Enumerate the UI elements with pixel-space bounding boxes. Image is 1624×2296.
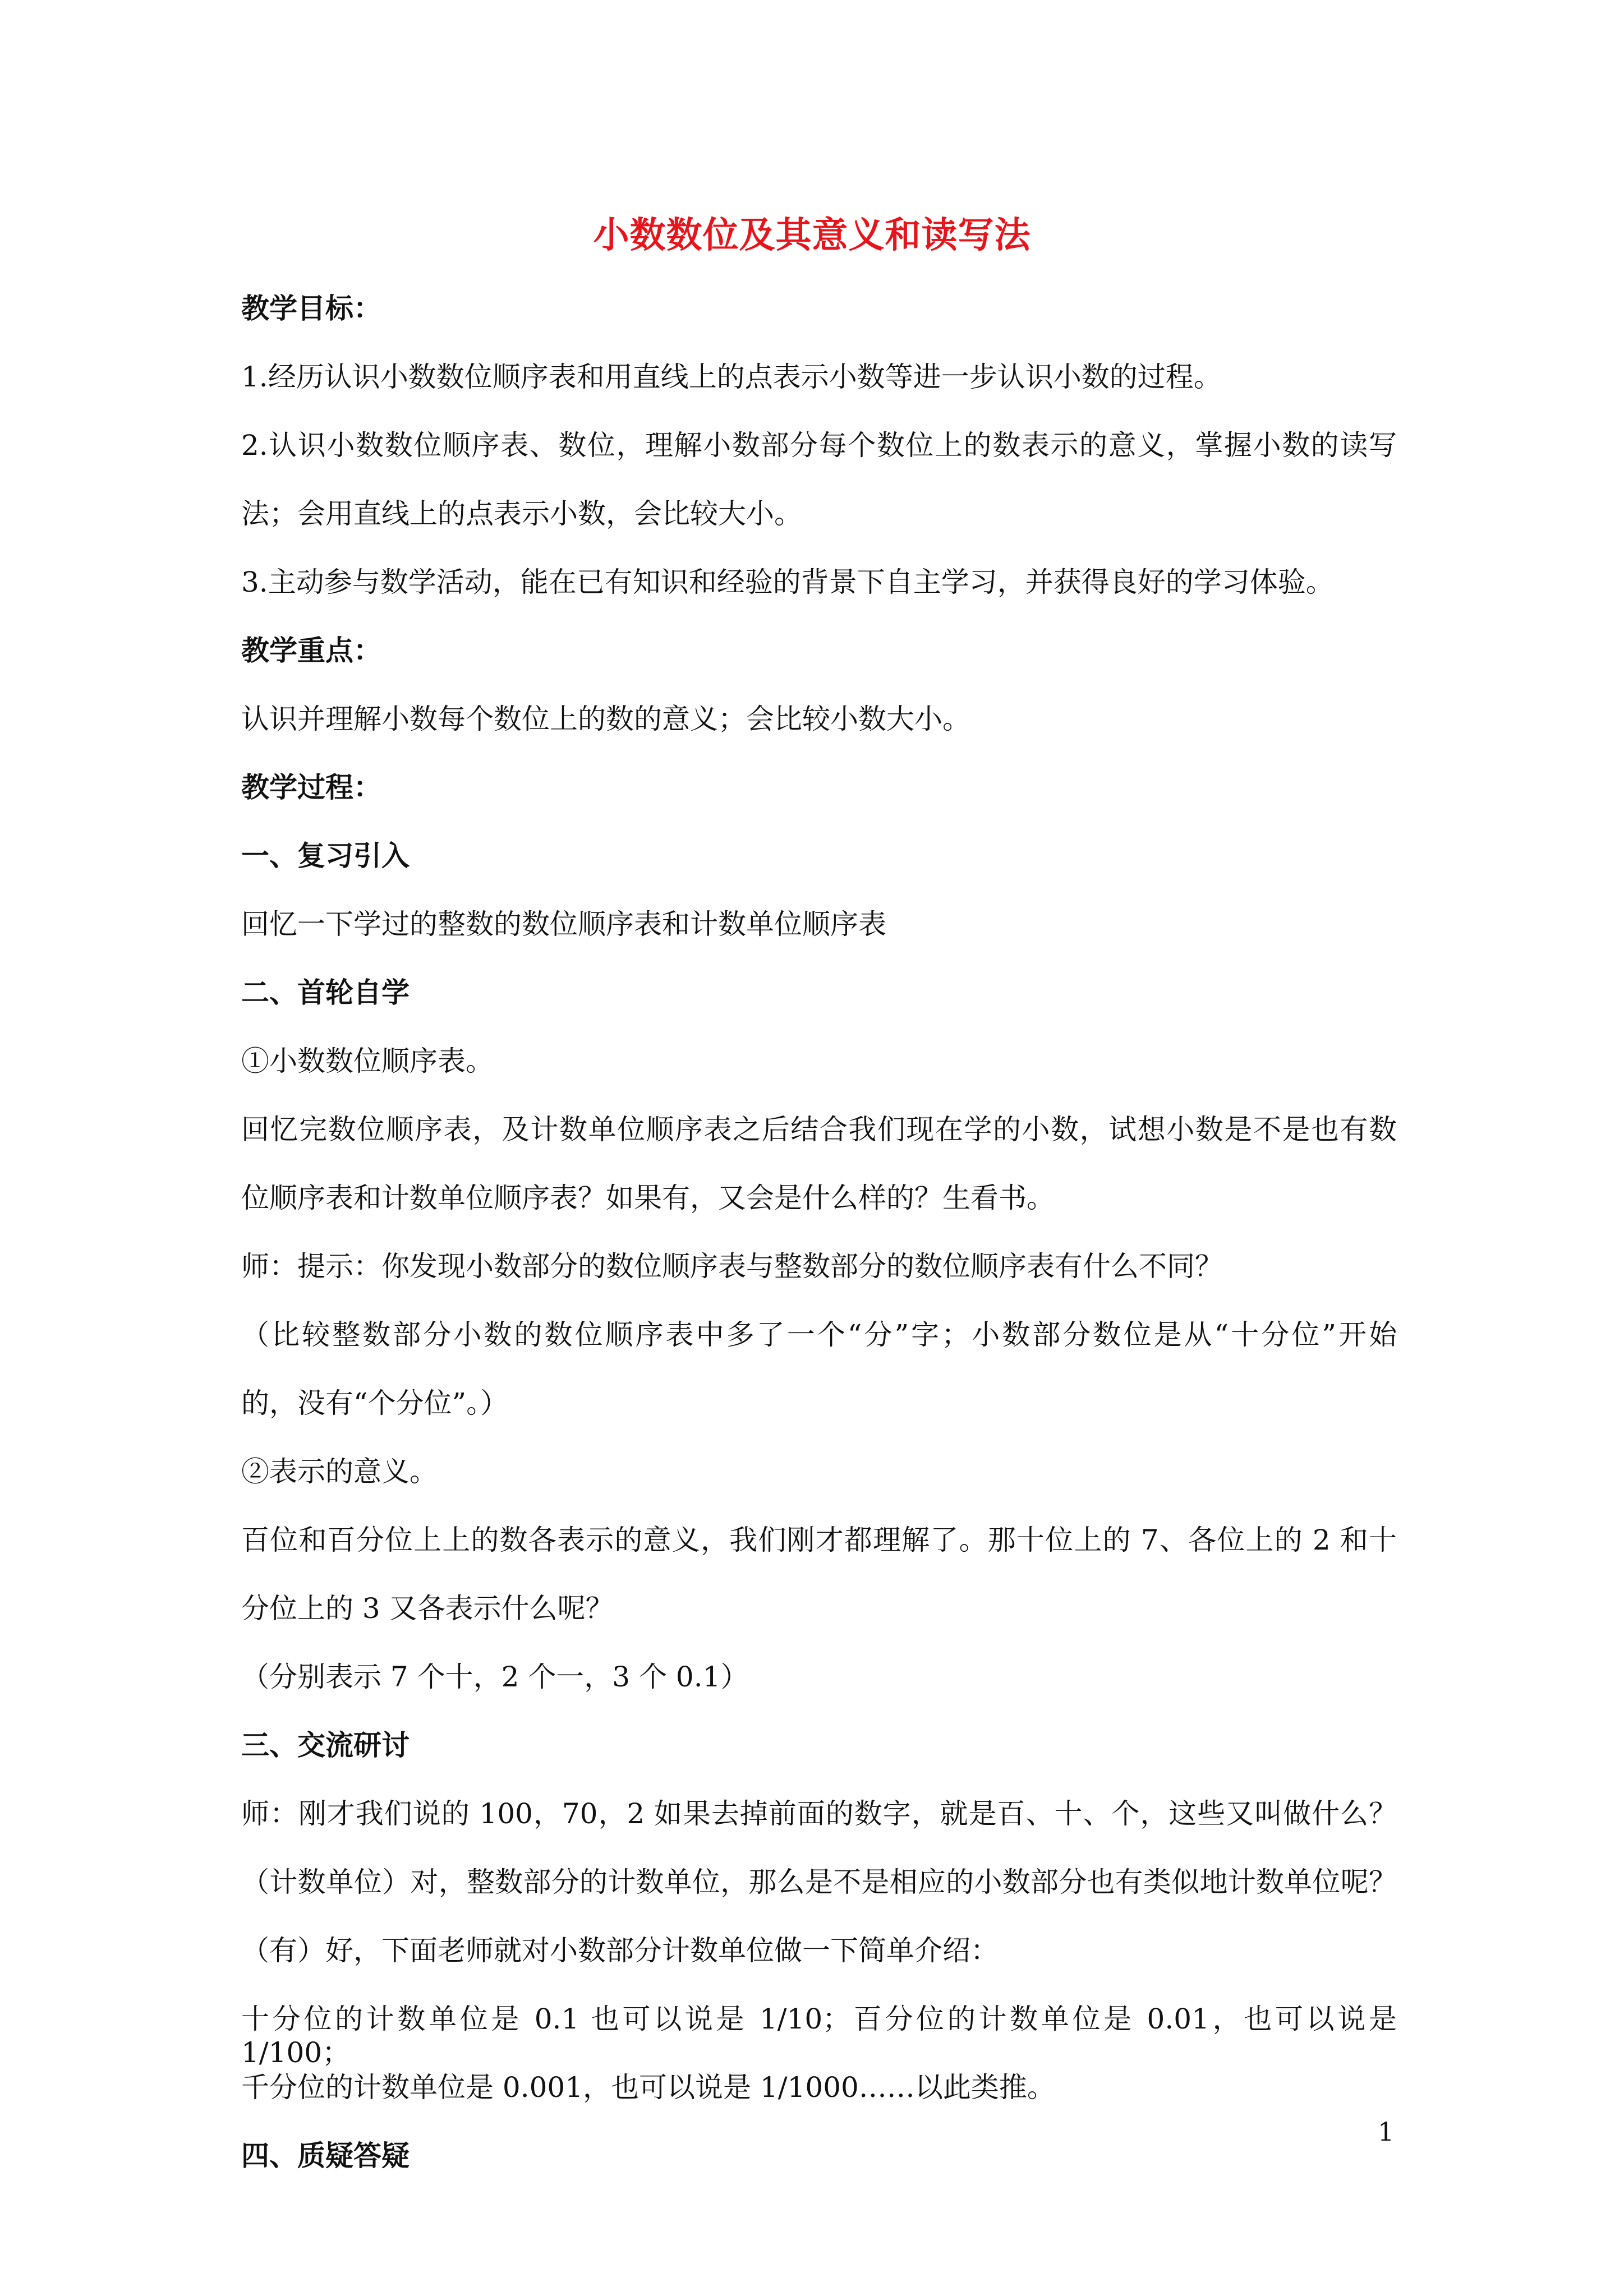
paragraph-line: 2.认识小数数位顺序表、数位，理解小数部分每个数位上的数表示的意义，掌握小数的读写 bbox=[241, 429, 1397, 462]
paragraph-line: 1.经历认识小数数位顺序表和用直线上的点表示小数等进一步认识小数的过程。 bbox=[241, 361, 1222, 393]
paragraph-line: 千分位的计数单位是 0.001，也可以说是 1/1000……以此类推。 bbox=[241, 2071, 1055, 2104]
page-number: 1 bbox=[1378, 2117, 1395, 2147]
paragraph-line: 百位和百分位上上的数各表示的意义，我们刚才都理解了。那十位上的 7、各位上的 2 和十 bbox=[241, 1524, 1397, 1556]
paragraph-line: 法；会用直线上的点表示小数，会比较大小。 bbox=[241, 497, 802, 530]
paragraph-line: 十分位的计数单位是 0.1 也可以说是 1/10；百分位的计数单位是 0.01，也可以说是 1/100； bbox=[241, 2003, 1397, 2069]
section-heading: 四、质疑答疑 bbox=[241, 2139, 410, 2172]
paragraph-line: （分别表示 7 个十，2 个一，3 个 0.1） bbox=[241, 1661, 749, 1693]
paragraph-line: 分位上的 3 又各表示什么呢？ bbox=[241, 1592, 614, 1625]
section-heading: 教学过程： bbox=[241, 771, 381, 804]
section-heading: 二、首轮自学 bbox=[241, 976, 410, 1009]
paragraph-line: （计数单位）对，整数部分的计数单位，那么是不是相应的小数部分也有类似地计数单位呢？ bbox=[241, 1866, 1397, 1898]
paragraph-line: 3.主动参与数学活动，能在已有知识和经验的背景下自主学习，并获得良好的学习体验。 bbox=[241, 566, 1334, 598]
section-heading: 一、复习引入 bbox=[241, 839, 410, 872]
paragraph-line: ①小数数位顺序表。 bbox=[241, 1045, 494, 1077]
paragraph-line: ②表示的意义。 bbox=[241, 1455, 438, 1488]
paragraph-line: 回忆完数位顺序表，及计数单位顺序表之后结合我们现在学的小数，试想小数是不是也有数 bbox=[241, 1113, 1397, 1146]
paragraph-line: 位顺序表和计数单位顺序表？如果有，又会是什么样的？生看书。 bbox=[241, 1182, 1055, 1214]
document-body bbox=[241, 292, 1397, 2207]
paragraph-line: （有）好，下面老师就对小数部分计数单位做一下简单介绍： bbox=[241, 1934, 999, 1967]
section-heading: 教学目标： bbox=[241, 292, 381, 325]
section-heading: 三、交流研讨 bbox=[241, 1728, 410, 1762]
paragraph-line: （比较整数部分小数的数位顺序表中多了一个“分”字；小数部分数位是从“十分位”开始 bbox=[241, 1318, 1397, 1351]
paragraph-line: 认识并理解小数每个数位上的数的意义；会比较小数大小。 bbox=[241, 703, 970, 735]
paragraph-line: 师：刚才我们说的 100，70，2 如果去掉前面的数字，就是百、十、个，这些又叫做什么？ bbox=[241, 1797, 1397, 1830]
section-heading: 教学重点： bbox=[241, 634, 381, 667]
paragraph-line: 师：提示：你发现小数部分的数位顺序表与整数部分的数位顺序表有什么不同？ bbox=[241, 1250, 1223, 1283]
paragraph-line: 回忆一下学过的整数的数位顺序表和计数单位顺序表 bbox=[241, 908, 886, 940]
document-title: 小数数位及其意义和读写法 bbox=[593, 214, 1031, 256]
paragraph-line: 的，没有“个分位”。） bbox=[241, 1387, 509, 1419]
